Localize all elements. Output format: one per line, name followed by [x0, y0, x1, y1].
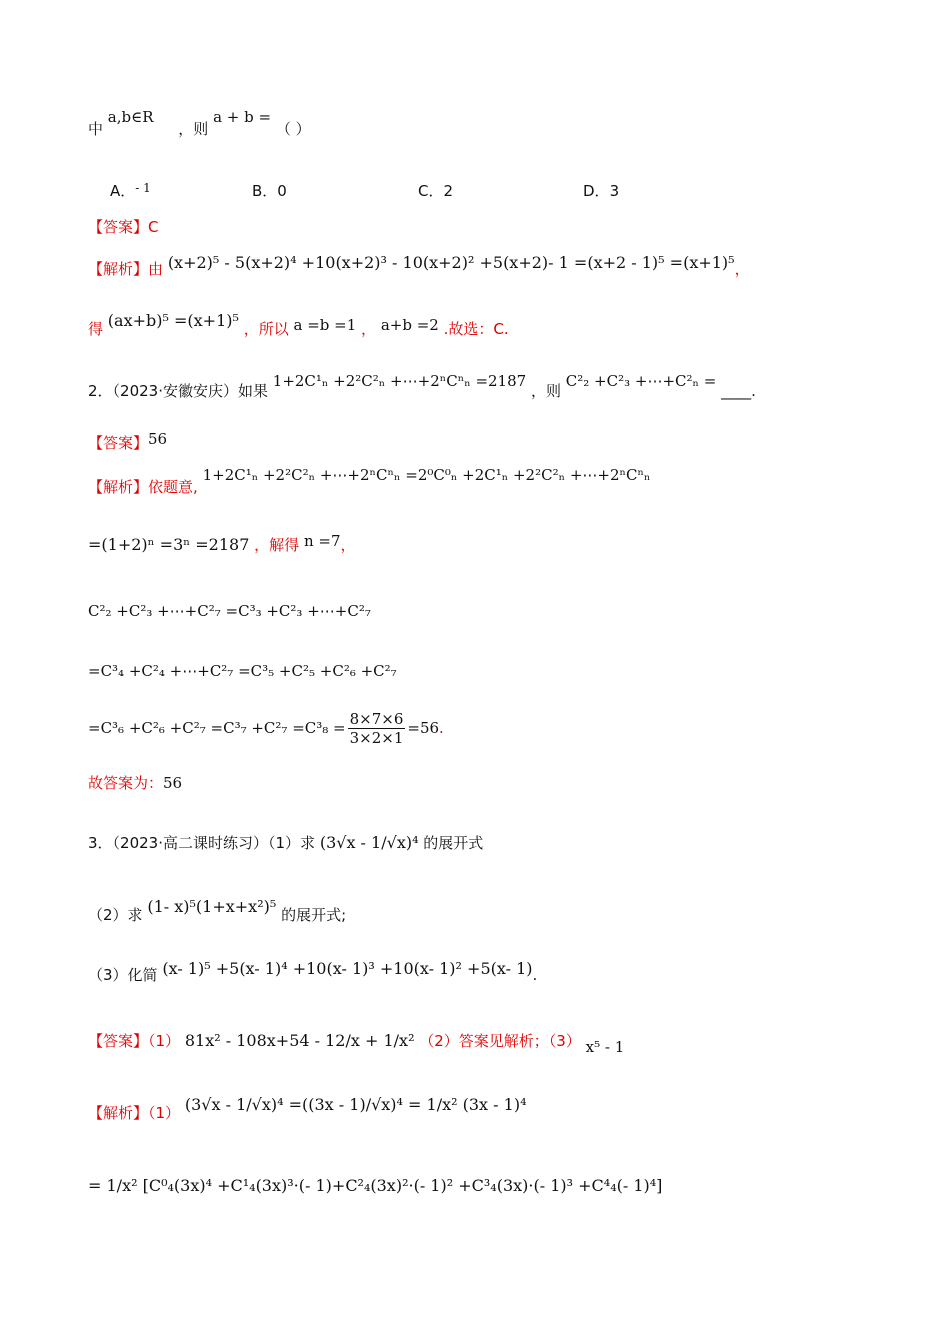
q1-option-d: D．3 [583, 182, 620, 200]
q2-analysis-math1: 1+2C¹ₙ +2²C²ₙ +⋯+2ⁿCⁿₙ =2⁰C⁰ₙ +2C¹ₙ +2²C²ₙ +⋯+2ⁿCⁿₙ [202, 466, 651, 484]
q1-stem [88, 108, 890, 139]
q2-final: 故答案为：56 [88, 774, 183, 792]
q1-stem-prefix: 中 [88, 120, 104, 138]
q1-option-a: A．$^{- 1}$ [110, 181, 151, 200]
q2-cond-math: 1+2C¹ₙ +2²C²ₙ +⋯+2ⁿCⁿₙ =2187 [272, 372, 527, 390]
q2-analysis-2: =(1+2)ⁿ =3ⁿ =2187 ，解得 n =7， [88, 532, 356, 554]
q1-then-text: ，则 [178, 120, 209, 138]
q3-part3: （3）化简 (x- 1)⁵ +5(x- 1)⁴ +10(x- 1)³ +10(x- 1)² +5(x- 1). [88, 959, 538, 984]
q2-stem: 2．（2023·安徽安庆）如果 1+2C¹ₙ +2²C²ₙ +⋯+2ⁿCⁿₙ =2187 ，则 C²₂ +C²₃ +⋯+C²ₙ = ____. [88, 372, 756, 400]
q2-analysis: 【解析】依题意, 1+2C¹ₙ +2²C²ₙ +⋯+2ⁿCⁿₙ =2⁰C⁰ₙ +2C¹ₙ +2²C²ₙ +⋯+2ⁿCⁿₙ [88, 466, 651, 496]
q2-target-math: C²₂ +C²₃ +⋯+C²ₙ = [565, 372, 717, 390]
q2-step2: =C³₄ +C²₄ +⋯+C²₇ =C³₅ +C²₅ +C²₆ +C²₇ [88, 662, 397, 680]
q1-analysis-math: (x+2)⁵ - 5(x+2)⁴ +10(x+2)³ - 10(x+2)² +5(x+2)- 1 =(x+2 - 1)⁵ =(x+1)⁵ [167, 253, 735, 272]
q3-stem: 3．（2023·高二课时练习）（1）求 (3√x - 1/√x)⁴ 的展开式 [88, 833, 484, 852]
q3-analysis: 【解析】（1） (3√x - 1/√x)⁴ =((3x - 1)/√x)⁴ = 1/x² (3x - 1)⁴ [88, 1095, 527, 1122]
q1-cond-math: a,b∈R [107, 108, 154, 126]
q2-step3: =C³₆ +C²₆ +C²₇ =C³₇ +C²₇ =C³₈ = $\frac{8\times 7\times 6}{3\times 2\times 1}$ =56. [88, 710, 444, 747]
q3-part1-math: (3√x - 1/√x)⁴ [319, 833, 419, 852]
q2-answer: 【答案】56 [88, 430, 168, 452]
q1-option-c: C．2 [418, 182, 454, 200]
q1-blank: （ ） [275, 120, 311, 138]
q1-conclusion: 得 (ax+b)⁵ =(x+1)⁵ ，所以 a =b =1 ， a+b =2 .故选：C. [88, 311, 509, 338]
q3-analysis-2: = 1/x² [C⁰₄(3x)⁴ +C¹₄(3x)³·(- 1)+C²₄(3x)²·(- 1)² +C³₄(3x)·(- 1)³ +C⁴₄(- 1)⁴] [88, 1176, 663, 1195]
q3-part2: （2）求 (1- x)⁵(1+x+x²)⁵ 的展开式; [88, 897, 347, 924]
q1-answer: 【答案】C [88, 218, 159, 236]
q3-answer: 【答案】（1） 81x² - 108x+54 - 12/x + 1/x² （2）答案见解析；（3） x⁵ - 1 [88, 1031, 625, 1056]
q2-step1: C²₂ +C²₃ +⋯+C²₇ =C³₃ +C²₃ +⋯+C²₇ [88, 602, 371, 620]
q1-analysis: 【解析】由 (x+2)⁵ - 5(x+2)⁴ +10(x+2)³ - 10(x+2)² +5(x+2)- 1 =(x+2 - 1)⁵ =(x+1)⁵， [88, 253, 750, 278]
q1-option-b: B．0 [252, 182, 287, 200]
q1-target-math: a + b = [213, 108, 272, 126]
